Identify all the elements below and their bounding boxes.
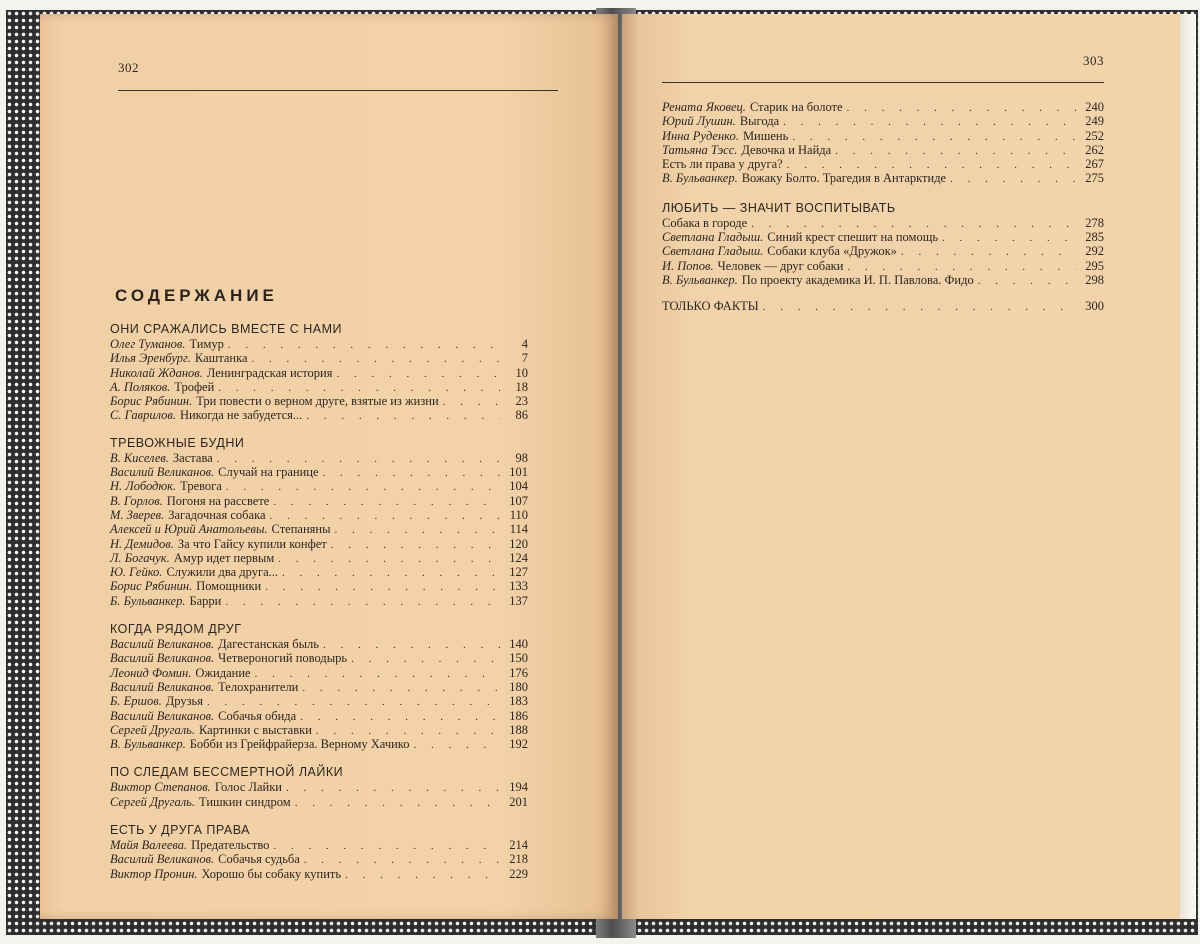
entry-author: Николай Жданов.	[110, 365, 203, 380]
entry-page-number: 292	[1085, 244, 1104, 259]
entry-author: Василий Великанов.	[110, 852, 215, 867]
toc-entry	[110, 594, 528, 608]
entry-author: Л. Богачук.	[110, 550, 170, 565]
entry-title: Помощники	[196, 579, 262, 594]
right-page-number: 303	[1083, 53, 1104, 68]
dot-leader	[783, 115, 1076, 129]
dot-leader	[226, 480, 500, 494]
entry-page-number: 298	[1085, 272, 1104, 287]
dot-leader	[751, 217, 1076, 231]
entry-page-number: 285	[1085, 230, 1104, 245]
toc-entry	[662, 259, 1104, 273]
dot-leader	[207, 695, 500, 709]
toc-entry	[662, 143, 1104, 157]
entry-author: Рената Яковец.	[662, 100, 746, 114]
entry-title: Загадочная собака	[168, 507, 266, 522]
entry-title: Картинки с выставки	[199, 722, 312, 737]
entry-author: С. Гаврилов.	[110, 408, 176, 423]
dot-leader	[217, 452, 500, 466]
toc-entry	[662, 273, 1104, 287]
entry-page-number: 7	[521, 351, 528, 366]
section-heading: ЕСТЬ У ДРУГА ПРАВА	[110, 823, 250, 838]
toc-entry	[662, 299, 1104, 313]
entry-author: Борис Рябинин.	[110, 394, 193, 409]
toc-entry	[110, 666, 528, 680]
section-heading: ПО СЛЕДАМ БЕССМЕРТНОЙ ЛАЙКИ	[110, 765, 344, 780]
dot-leader	[306, 409, 500, 423]
toc-entry	[662, 244, 1104, 258]
page-edges	[1180, 14, 1196, 919]
dot-leader	[787, 158, 1076, 172]
entry-title: Вожаку Болто. Трагедия в Антарктиде	[741, 171, 947, 186]
dot-leader	[228, 338, 500, 352]
entry-author: Олег Туманов.	[110, 337, 186, 351]
toc-entry	[110, 680, 528, 694]
entry-title: Никогда не забудется...	[179, 408, 303, 423]
entry-title: Телохранители	[218, 679, 299, 694]
toc-entry	[110, 694, 528, 708]
entry-page-number: 137	[509, 593, 528, 608]
entry-page-number: 194	[509, 780, 528, 795]
entry-title: Человек — друг собаки	[717, 258, 844, 273]
entry-author: Татьяна Тэсс.	[662, 142, 738, 157]
entry-page-number: 267	[1085, 157, 1104, 172]
entry-page-number: 98	[515, 450, 528, 465]
toc-entry	[110, 351, 528, 365]
dot-leader	[336, 367, 500, 381]
entry-title: Три повести о верном друге, взятые из жизни	[196, 394, 439, 409]
dot-leader	[323, 466, 500, 480]
entry-title: Собака в городе	[662, 215, 748, 230]
entry-author: И. Попов.	[662, 258, 714, 273]
entry-title: Девочка и Найда	[741, 142, 832, 157]
toc-entry	[110, 637, 528, 651]
dot-leader	[847, 260, 1076, 274]
dot-leader	[414, 738, 501, 752]
entry-title: ТОЛЬКО ФАКТЫ	[662, 299, 759, 314]
dot-leader	[270, 509, 501, 523]
dot-leader	[295, 796, 500, 810]
entry-author: Инна Руденко.	[662, 128, 739, 143]
entry-title: Собачья судьба	[218, 852, 300, 867]
entry-title: Застава	[172, 450, 213, 465]
entry-title: Амур идет первым	[173, 550, 275, 565]
toc-entry	[110, 867, 528, 881]
toc-entry	[110, 838, 528, 852]
entry-title: Ленинградская история	[206, 365, 333, 380]
entry-author: Алексей и Юрий Анатольевы.	[110, 522, 268, 537]
toc-entry	[110, 366, 528, 380]
dot-leader	[265, 580, 500, 594]
dot-leader	[255, 667, 500, 681]
entry-author: Майя Валеева.	[110, 838, 188, 853]
entry-page-number: 110	[509, 507, 528, 522]
dot-leader	[331, 538, 500, 552]
entry-author: Илья Эренбург.	[110, 351, 191, 366]
toc-entry	[110, 737, 528, 751]
entry-author: Сергей Другаль.	[110, 794, 195, 809]
entry-page-number: 275	[1085, 171, 1104, 186]
toc-entry	[110, 579, 528, 593]
left-page-number: 302	[118, 60, 139, 75]
entry-author: Ю. Гейко.	[110, 565, 163, 580]
toc-entry	[662, 230, 1104, 244]
entry-author: Н. Демидов.	[110, 536, 174, 551]
entry-page-number: 104	[509, 479, 528, 494]
entry-title: Есть ли права у друга?	[662, 157, 783, 172]
entry-page-number: 214	[509, 838, 528, 853]
entry-title: За что Гайсу купили конфет	[177, 536, 327, 551]
dot-leader	[282, 566, 500, 580]
toc-entry	[662, 129, 1104, 143]
dot-leader	[847, 101, 1076, 115]
entry-author: Виктор Степанов.	[110, 780, 211, 795]
entry-author: Леонид Фомин.	[110, 665, 192, 680]
entry-author: Борис Рябинин.	[110, 579, 193, 594]
entry-title: Тимур	[189, 337, 224, 351]
entry-page-number: 252	[1085, 128, 1104, 143]
entry-title: Хорошо бы собаку купить	[201, 866, 342, 881]
dot-leader	[302, 681, 500, 695]
section-heading: КОГДА РЯДОМ ДРУГ	[110, 622, 242, 637]
entry-author: Василий Великанов.	[110, 679, 215, 694]
toc-entry	[110, 780, 528, 794]
toc-entry	[662, 157, 1104, 171]
entry-page-number: 300	[1085, 299, 1104, 314]
entry-page-number: 278	[1085, 215, 1104, 230]
entry-title: Четвероногий поводырь	[218, 651, 348, 666]
entry-author: Светлана Гладыш.	[662, 244, 764, 259]
entry-page-number: 86	[515, 408, 528, 423]
entry-title: Синий крест спешит на помощь	[767, 230, 939, 245]
section-heading: ОНИ СРАЖАЛИСЬ ВМЕСТЕ С НАМИ	[110, 322, 343, 336]
entry-author: Б. Ершов.	[110, 694, 162, 709]
entry-author: Н. Лободюк.	[110, 479, 177, 494]
entry-page-number: 10	[515, 365, 528, 380]
entry-page-number: 180	[509, 679, 528, 694]
toc-title: СОДЕРЖАНИЕ	[115, 286, 278, 305]
section-gap	[110, 423, 528, 436]
toc-entry	[110, 537, 528, 551]
dot-leader	[950, 172, 1076, 186]
dot-leader	[316, 724, 500, 738]
entry-page-number: 124	[509, 550, 528, 565]
entry-page-number: 188	[509, 722, 528, 737]
dot-leader	[278, 552, 500, 566]
entry-page-number: 101	[509, 465, 528, 480]
entry-title: Случай на границе	[218, 465, 319, 480]
entry-title: Тревога	[180, 479, 222, 494]
entry-author: Василий Великанов.	[110, 465, 215, 480]
dot-leader	[300, 710, 500, 724]
toc-entry	[110, 494, 528, 508]
dot-leader	[345, 868, 500, 882]
entry-author: Василий Великанов.	[110, 651, 215, 666]
right-header-rule	[662, 82, 1104, 83]
entry-page-number: 114	[509, 522, 528, 537]
entry-title: Трофей	[174, 379, 215, 394]
toc-entry	[662, 171, 1104, 185]
entry-page-number: 23	[515, 394, 528, 409]
entry-author: В. Горлов.	[110, 493, 163, 508]
entry-page-number: 240	[1085, 100, 1104, 114]
entry-page-number: 18	[515, 379, 528, 394]
section-heading: ТРЕВОЖНЫЕ БУДНИ	[110, 435, 245, 450]
entry-author: В. Бульванкер.	[662, 272, 738, 287]
entry-page-number: 120	[509, 536, 528, 551]
dot-leader	[218, 381, 500, 395]
toc-entry	[110, 551, 528, 565]
entry-title: Бобби из Грейфрайерза. Верному Хачико	[189, 737, 410, 752]
entry-title: Предательство	[191, 838, 270, 853]
section-gap	[662, 186, 1104, 201]
dot-leader	[763, 300, 1076, 314]
entry-title: Голос Лайки	[214, 780, 282, 795]
entry-title: Старик на болоте	[749, 100, 843, 114]
toc-entry	[662, 216, 1104, 230]
entry-page-number: 176	[509, 665, 528, 680]
dot-leader	[273, 839, 500, 853]
dot-leader	[323, 638, 500, 652]
dot-leader	[835, 144, 1076, 158]
toc-entry	[662, 114, 1104, 128]
entry-page-number: 4	[521, 337, 528, 351]
toc-entry	[662, 100, 1104, 114]
left-header-rule	[118, 90, 558, 91]
entry-author: Б. Бульванкер.	[110, 593, 186, 608]
toc-entry	[110, 408, 528, 422]
entry-page-number: 262	[1085, 142, 1104, 157]
entry-title: Барри	[189, 593, 222, 608]
entry-author: Светлана Гладыш.	[662, 230, 764, 245]
entry-author: Василий Великанов.	[110, 637, 215, 652]
dot-leader	[252, 352, 500, 366]
toc-entry	[110, 709, 528, 723]
left-toc	[110, 322, 528, 881]
entry-page-number: 107	[509, 493, 528, 508]
entry-author: М. Зверев.	[110, 507, 165, 522]
entry-title: Ожидание	[195, 665, 251, 680]
section-gap	[110, 809, 528, 823]
entry-page-number: 140	[509, 637, 528, 652]
toc-entry	[110, 522, 528, 536]
toc-entry	[110, 795, 528, 809]
dot-leader	[443, 395, 500, 409]
toc-entry	[110, 394, 528, 408]
section-heading: ЛЮБИТЬ — ЗНАЧИТ ВОСПИТЫВАТЬ	[662, 200, 896, 215]
entry-title: Тишкин синдром	[199, 794, 291, 809]
toc-entry	[110, 723, 528, 737]
toc-entry	[110, 651, 528, 665]
entry-author: В. Бульванкер.	[662, 171, 738, 186]
entry-page-number: 150	[509, 651, 528, 666]
dot-leader	[286, 781, 500, 795]
entry-page-number: 295	[1085, 258, 1104, 273]
entry-title: Друзья	[165, 694, 203, 709]
entry-page-number: 186	[509, 708, 528, 723]
toc-entry	[110, 451, 528, 465]
entry-page-number: 192	[509, 737, 528, 752]
toc-entry	[110, 465, 528, 479]
section-gap	[662, 287, 1104, 299]
section-gap	[110, 751, 528, 765]
dot-leader	[304, 853, 500, 867]
entry-title: Степаняны	[271, 522, 331, 537]
entry-author: Виктор Пронин.	[110, 866, 198, 881]
entry-page-number: 218	[509, 852, 528, 867]
entry-title: Собачья обида	[218, 708, 297, 723]
entry-author: Юрий Лушин.	[662, 114, 736, 129]
toc-entry	[110, 508, 528, 522]
entry-title: Погоня на рассвете	[166, 493, 270, 508]
toc-entry	[110, 479, 528, 493]
entry-title: По проекту академика И. П. Павлова. Фидо	[741, 272, 974, 287]
dot-leader	[901, 245, 1076, 259]
entry-title: Собаки клуба «Дружок»	[767, 244, 897, 259]
entry-author: В. Киселев.	[110, 450, 169, 465]
dot-leader	[978, 274, 1076, 288]
entry-title: Мишень	[742, 128, 789, 143]
entry-title: Выгода	[739, 114, 780, 129]
entry-title: Дагестанская быль	[218, 637, 319, 652]
toc-entry	[110, 565, 528, 579]
section-gap	[110, 608, 528, 622]
entry-page-number: 249	[1085, 114, 1104, 129]
entry-page-number: 183	[509, 694, 528, 709]
dot-leader	[335, 523, 501, 537]
entry-title: Служили два друга...	[166, 565, 278, 580]
dot-leader	[225, 595, 500, 609]
toc-entry	[110, 337, 528, 351]
entry-page-number: 229	[509, 866, 528, 881]
dot-leader	[351, 652, 500, 666]
entry-author: Сергей Другаль.	[110, 722, 195, 737]
entry-page-number: 201	[509, 794, 528, 809]
entry-page-number: 127	[509, 565, 528, 580]
entry-author: А. Поляков.	[110, 379, 171, 394]
entry-page-number: 133	[509, 579, 528, 594]
dot-leader	[942, 231, 1076, 245]
right-toc	[662, 100, 1104, 314]
entry-author: Василий Великанов.	[110, 708, 215, 723]
dot-leader	[273, 495, 500, 509]
toc-entry	[110, 852, 528, 866]
entry-title: Каштанка	[194, 351, 248, 366]
toc-entry	[110, 380, 528, 394]
dot-leader	[792, 130, 1076, 144]
entry-author: В. Бульванкер.	[110, 737, 186, 752]
